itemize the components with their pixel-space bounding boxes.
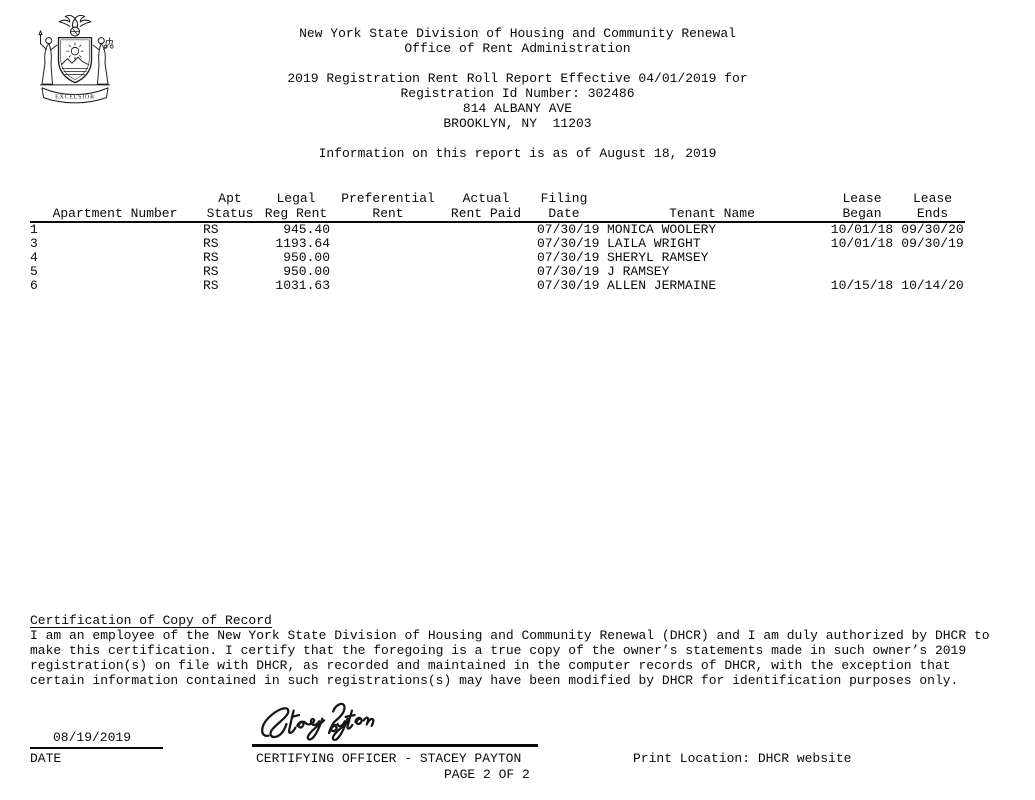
cell-filing-date: 07/30/19	[537, 265, 600, 279]
certification-line: certain information contained in such registrations(s) may have been modified by DHCR for identification purposes only.	[30, 673, 959, 688]
column-header-lease-ends-top: Lease	[912, 191, 952, 206]
cell-legal-reg-rent: 945.40	[283, 222, 330, 237]
column-header-legal: Reg Rent	[260, 206, 332, 222]
cell-preferential-rent	[332, 251, 444, 265]
certification-line: I am an employee of the New York State Division of Housing and Community Renewal (DHCR) and I am duly authorized by DHCR to	[30, 628, 990, 643]
certifying-officer-label: CERTIFYING OFFICER - STACEY PAYTON	[256, 751, 522, 766]
cell-tenant-name: MONICA WOOLERY	[607, 222, 717, 237]
column-header-actual: Rent Paid	[444, 206, 528, 222]
cell-preferential-rent	[332, 237, 444, 251]
page-indicator: PAGE 2 OF 2	[444, 767, 530, 782]
date-signature-line	[30, 747, 163, 749]
column-header-actual-top: Actual	[462, 191, 510, 206]
cell-lease-ends: 10/14/20	[901, 279, 964, 293]
cell-apartment: 1	[30, 222, 38, 237]
certification-heading: Certification of Copy of Record	[30, 613, 272, 628]
column-header-apartment: Apartment Number	[30, 206, 200, 222]
print-location: Print Location: DHCR website	[633, 751, 852, 766]
cell-actual-rent-paid	[444, 222, 528, 237]
cell-filing-date: 07/30/19	[537, 251, 600, 265]
report-header	[0, 26, 1035, 161]
cell-preferential-rent	[332, 265, 444, 279]
cell-filing-date: 07/30/19	[537, 222, 600, 237]
cell-filing-date: 07/30/19	[537, 279, 600, 293]
cell-status: RS	[203, 222, 219, 237]
cell-legal-reg-rent: 950.00	[283, 265, 330, 279]
cell-lease-ends	[900, 265, 965, 279]
table-row	[30, 265, 965, 279]
cell-actual-rent-paid	[444, 237, 528, 251]
column-header-status: Status	[200, 206, 260, 222]
column-header-lease-began: Began	[824, 206, 900, 222]
header-row-top	[30, 191, 965, 206]
street-address: 814 ALBANY AVE	[462, 101, 573, 116]
officer-signature-image	[256, 698, 386, 742]
rent-roll-table	[30, 191, 965, 293]
column-header-status-top: Apt	[218, 191, 242, 206]
column-header-filing-top: Filing	[540, 191, 588, 206]
cell-tenant-name: LAILA WRIGHT	[607, 237, 701, 251]
officer-signature-line	[252, 744, 538, 747]
certification-section	[30, 613, 1020, 688]
cell-tenant-name: J RAMSEY	[607, 265, 670, 279]
cell-lease-began: 10/01/18	[830, 237, 894, 251]
column-header-lease-ends: Ends	[900, 206, 965, 222]
column-header-tenant: Tenant Name	[600, 206, 824, 222]
cell-lease-began: 10/15/18	[830, 279, 894, 293]
cell-actual-rent-paid	[444, 251, 528, 265]
cell-preferential-rent	[332, 279, 444, 293]
column-header-tenant-top	[600, 191, 824, 206]
header-row-bottom	[30, 206, 965, 222]
table-row	[30, 251, 965, 265]
cell-actual-rent-paid	[444, 265, 528, 279]
cell-apartment: 5	[30, 265, 38, 279]
cell-apartment: 3	[30, 237, 38, 251]
cell-status: RS	[203, 279, 219, 293]
cell-lease-ends	[900, 251, 965, 265]
as-of-line: Information on this report is as of August 18, 2019	[318, 146, 717, 161]
table-row	[30, 222, 965, 237]
city-state-zip: BROOKLYN, NY 11203	[443, 116, 592, 131]
cell-lease-began	[824, 251, 900, 265]
cell-apartment: 4	[30, 251, 38, 265]
cell-actual-rent-paid	[444, 279, 528, 293]
cell-lease-ends: 09/30/19	[901, 237, 964, 251]
cell-apartment: 6	[30, 279, 38, 293]
certification-date: 08/19/2019	[53, 730, 132, 745]
table-row	[30, 237, 965, 251]
cell-lease-began: 10/01/18	[830, 222, 894, 237]
cell-lease-ends: 09/30/20	[901, 222, 964, 237]
cell-status: RS	[203, 237, 219, 251]
cell-legal-reg-rent: 1031.63	[275, 279, 330, 293]
cell-status: RS	[203, 265, 219, 279]
table-row	[30, 279, 965, 293]
column-header-apartment-top	[30, 191, 200, 206]
cell-status: RS	[203, 251, 219, 265]
report-title: 2019 Registration Rent Roll Report Effective 04/01/2019 for	[287, 71, 748, 86]
date-label: DATE	[30, 751, 62, 766]
cell-preferential-rent	[332, 222, 444, 237]
excelsior-motto: EXCELSIOR	[55, 94, 95, 101]
org-name: New York State Division of Housing and Community Renewal	[299, 26, 736, 41]
registration-id: Registration Id Number: 302486	[400, 86, 635, 101]
cell-legal-reg-rent: 950.00	[283, 251, 330, 265]
cell-filing-date: 07/30/19	[537, 237, 600, 251]
column-header-preferential-top: Preferential	[341, 191, 435, 206]
cell-tenant-name: ALLEN JERMAINE	[607, 279, 717, 293]
column-header-filing: Date	[528, 206, 600, 222]
office-name: Office of Rent Administration	[404, 41, 631, 56]
cell-tenant-name: SHERYL RAMSEY	[607, 251, 709, 265]
column-header-legal-top: Legal	[276, 191, 316, 206]
column-header-preferential: Rent	[332, 206, 444, 222]
cell-legal-reg-rent: 1193.64	[275, 237, 330, 251]
column-header-lease-began-top: Lease	[842, 191, 882, 206]
certification-line: make this certification. I certify that the foregoing is a true copy of the owner’s statements made in such owner’s 2019	[30, 643, 967, 658]
certification-line: registration(s) on file with DHCR, as recorded and maintained in the computer records of DHCR, with the exception that	[30, 658, 951, 673]
cell-lease-began	[824, 265, 900, 279]
